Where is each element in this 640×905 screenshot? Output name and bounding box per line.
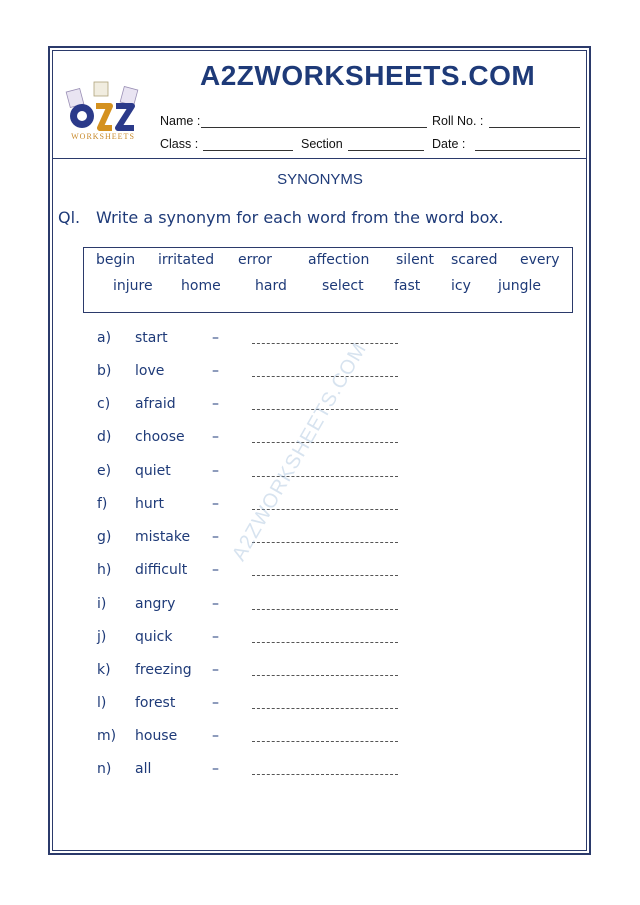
item-dash: –: [212, 429, 219, 445]
roll-no-label: Roll No. :: [432, 114, 484, 128]
item-word: mistake: [135, 529, 191, 545]
item-letter: d): [97, 429, 112, 445]
item-dash: –: [212, 363, 219, 379]
question-number: Ql.: [58, 208, 81, 227]
logo-text: WORKSHEETS: [71, 132, 135, 141]
item-dash: –: [212, 695, 219, 711]
item-letter: c): [97, 396, 111, 412]
site-title: A2ZWORKSHEETS.COM: [200, 60, 536, 91]
item-word: afraid: [135, 396, 176, 412]
word-box-word: silent: [396, 252, 435, 268]
item-word: quick: [135, 629, 173, 645]
answer-line[interactable]: [252, 542, 398, 543]
item-dash: –: [212, 562, 219, 578]
item-letter: f): [97, 496, 108, 512]
answer-line[interactable]: [252, 642, 398, 643]
answer-line[interactable]: [252, 343, 398, 344]
answer-line[interactable]: [252, 609, 398, 610]
item-word: difficult: [135, 562, 188, 578]
item-letter: e): [97, 463, 112, 479]
question-text: Write a synonym for each word from the word box.: [96, 208, 504, 227]
item-letter: g): [97, 529, 112, 545]
item-word: love: [135, 363, 165, 379]
word-box-word: begin: [96, 252, 136, 268]
word-box-word: select: [322, 278, 364, 294]
word-box-word: fast: [394, 278, 421, 294]
word-box-word: jungle: [498, 278, 542, 294]
item-dash: –: [212, 629, 219, 645]
item-word: angry: [135, 596, 176, 612]
word-box-word: icy: [451, 278, 471, 294]
item-word: hurt: [135, 496, 164, 512]
word-box-word: injure: [113, 278, 153, 294]
item-letter: h): [97, 562, 112, 578]
word-box-word: hard: [255, 278, 287, 294]
item-dash: –: [212, 330, 219, 346]
item-letter: n): [97, 761, 112, 777]
class-label: Class :: [160, 137, 199, 151]
item-letter: j): [97, 629, 107, 645]
word-box-word: home: [181, 278, 221, 294]
answer-line[interactable]: [252, 675, 398, 676]
answer-line[interactable]: [252, 575, 398, 576]
item-dash: –: [212, 662, 219, 678]
section-label: Section: [301, 137, 343, 151]
answer-line[interactable]: [252, 442, 398, 443]
item-letter: i): [97, 596, 107, 612]
item-dash: –: [212, 463, 219, 479]
section-title: SYNONYMS: [277, 171, 363, 188]
word-box-word: affection: [308, 252, 370, 268]
name-field[interactable]: [201, 127, 427, 128]
item-dash: –: [212, 596, 219, 612]
a2z-logo-icon: [60, 80, 146, 140]
item-dash: –: [212, 496, 219, 512]
item-word: freezing: [135, 662, 192, 678]
header-separator: [52, 158, 587, 159]
name-label: Name :: [160, 114, 201, 128]
date-field[interactable]: [475, 150, 580, 151]
item-letter: b): [97, 363, 112, 379]
item-word: all: [135, 761, 152, 777]
class-field[interactable]: [203, 150, 293, 151]
word-box-word: every: [520, 252, 560, 268]
answer-line[interactable]: [252, 708, 398, 709]
word-box-word: scared: [451, 252, 498, 268]
answer-line[interactable]: [252, 376, 398, 377]
item-dash: –: [212, 396, 219, 412]
item-word: quiet: [135, 463, 171, 479]
roll-no-field[interactable]: [489, 127, 580, 128]
answer-line[interactable]: [252, 741, 398, 742]
section-field[interactable]: [348, 150, 424, 151]
item-dash: –: [212, 728, 219, 744]
item-word: choose: [135, 429, 185, 445]
item-letter: k): [97, 662, 111, 678]
watermark: A2ZWORKSHEETS.COM: [228, 338, 372, 565]
word-box-word: irritated: [158, 252, 215, 268]
item-word: forest: [135, 695, 176, 711]
item-letter: m): [97, 728, 117, 744]
item-dash: –: [212, 761, 219, 777]
item-word: start: [135, 330, 168, 346]
item-letter: l): [97, 695, 107, 711]
date-label: Date :: [432, 137, 466, 151]
item-word: house: [135, 728, 178, 744]
answer-line[interactable]: [252, 774, 398, 775]
item-dash: –: [212, 529, 219, 545]
word-box-word: error: [238, 252, 272, 268]
item-letter: a): [97, 330, 112, 346]
